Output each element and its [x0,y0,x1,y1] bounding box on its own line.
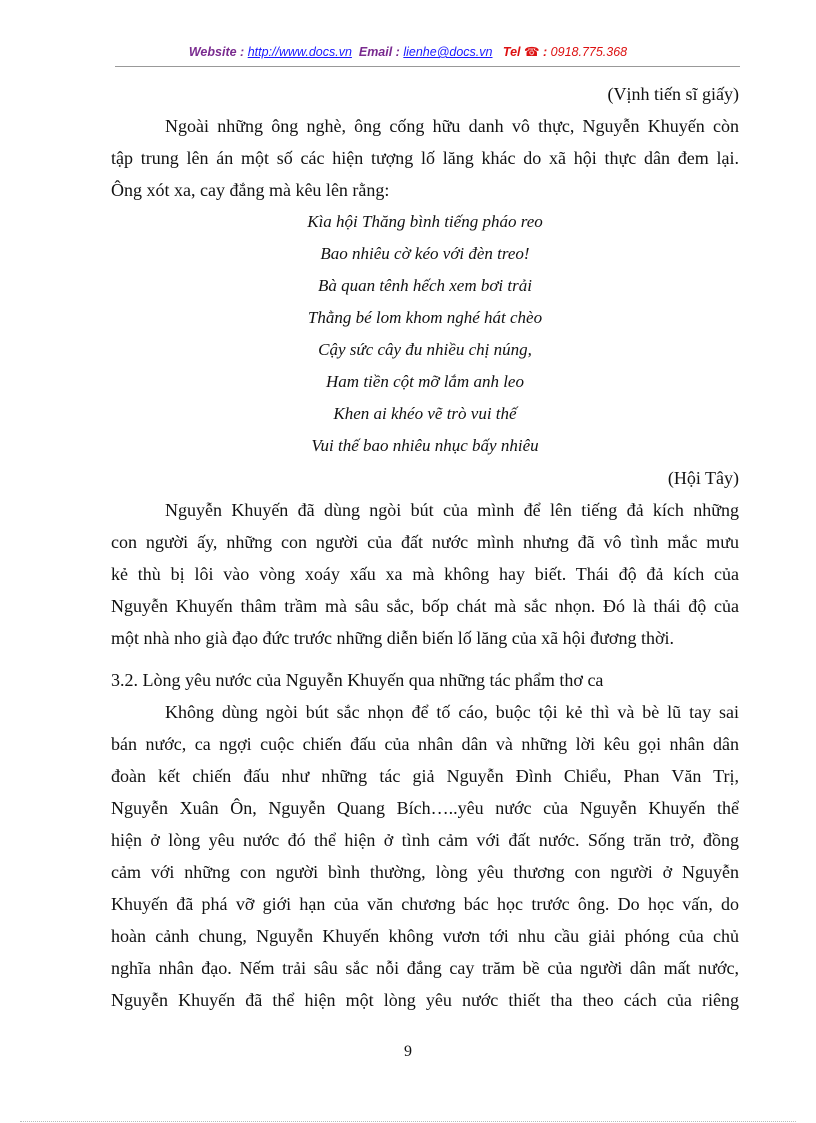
document-body [111,78,739,1016]
page-number: 9 [404,1043,412,1060]
poem-line: Bao nhiêu cờ kéo với đèn treo! [320,244,530,263]
footer-divider [20,1121,796,1122]
paragraph-line: Nguyễn Khuyến thâm trầm mà sâu sắc, bốp chát mà sắc nhọn. Đó là thái độ của [111,596,739,616]
paragraph-line: Nguyễn Xuân Ôn, Nguyễn Quang Bích…..yêu nước của Nguyễn Khuyến thể [111,798,739,818]
paragraph-line: cảm với những con người bình thường, lòng yêu thương con người ở Nguyễn [111,862,739,882]
website-link[interactable]: http://www.docs.vn [247,45,352,59]
email-label: Email : [358,45,400,59]
paragraph-3 [111,696,739,1016]
website-label: Website : [188,45,245,59]
email-link[interactable]: lienhe@docs.vn [403,45,493,59]
tel-label: Tel ☎ : [502,45,548,59]
paragraph-1 [111,110,739,206]
paragraph-line: một nhà nho già đạo đức trước những diễn biến lố lăng của xã hội đương thời. [111,628,674,648]
paragraph-line: bán nước, ca ngợi cuộc chiến đấu của nhân dân và những lời kêu gọi nhân dân [111,734,739,754]
poem-line: Bà quan tênh hếch xem bơi trải [318,276,532,295]
paragraph-line: hiện ở lòng yêu nước đó thể hiện ở tình cảm với đất nước. Sống trăn trở, đồng [111,830,739,850]
paragraph-line: đoàn kết chiến đấu như những tác giả Nguyễn Đình Chiểu, Phan Văn Trị, [111,766,739,786]
paragraph-line: Không dùng ngòi bút sắc nhọn để tố cáo, buộc tội kẻ thì và bè lũ tay sai [165,702,739,722]
paragraph-line: hoàn cảnh chung, Nguyễn Khuyến không vươn tới nhu cầu giải phóng của chủ [111,926,739,946]
paragraph-line: con người ấy, những con người của đất nước mình nhưng đã vô tình mắc mưu [111,532,739,552]
poem-line: Ham tiền cột mỡ lắm anh leo [326,372,524,391]
paragraph-line: nghĩa nhân đạo. Nếm trải sâu sắc nỗi đắng cay trăm bề của người dân mất nước, [111,958,739,978]
paragraph-line: Khuyến đã phá vỡ giới hạn của văn chương bác học trước ông. Do học vấn, do [111,894,739,914]
poem-line: Khen ai khéo vẽ trò vui thế [333,404,517,423]
tel-number: 0918.775.368 [550,45,628,59]
page-header [0,44,816,59]
attribution-vinh-tien-si-giay: (Vịnh tiến sĩ giấy) [607,84,739,104]
paragraph-line: tập trung lên án một số các hiện tượng lố lăng khác do xã hội thực dân đem lại. [111,148,739,168]
header-divider [115,66,740,67]
paragraph-line: Ông xót xa, cay đắng mà kêu lên rằng: [111,180,390,200]
poem-line: Vui thế bao nhiêu nhục bấy nhiêu [311,436,539,455]
paragraph-line: Nguyễn Khuyến đã thể hiện một lòng yêu nước thiết tha theo cách của riêng [111,990,739,1010]
poem-line: Cậy sức cây đu nhiều chị núng, [318,340,532,359]
paragraph-line: Nguyễn Khuyến đã dùng ngòi bút của mình để lên tiếng đả kích những [165,500,739,520]
section-heading: 3.2. Lòng yêu nước của Nguyễn Khuyến qua những tác phẩm thơ ca [111,670,604,690]
paragraph-line: Ngoài những ông nghè, ông cống hữu danh vô thực, Nguyễn Khuyến còn [165,116,739,136]
attribution-hoi-tay: (Hội Tây) [667,468,739,488]
poem-line: Thằng bé lom khom nghé hát chèo [307,308,543,327]
paragraph-2 [111,494,739,654]
poem-hoi-tay [111,206,739,462]
poem-line: Kìa hội Thăng bình tiếng pháo reo [307,212,543,231]
paragraph-line: kẻ thù bị lôi vào vòng xoáy xấu xa mà không hay biết. Thái độ đả kích của [111,564,739,584]
